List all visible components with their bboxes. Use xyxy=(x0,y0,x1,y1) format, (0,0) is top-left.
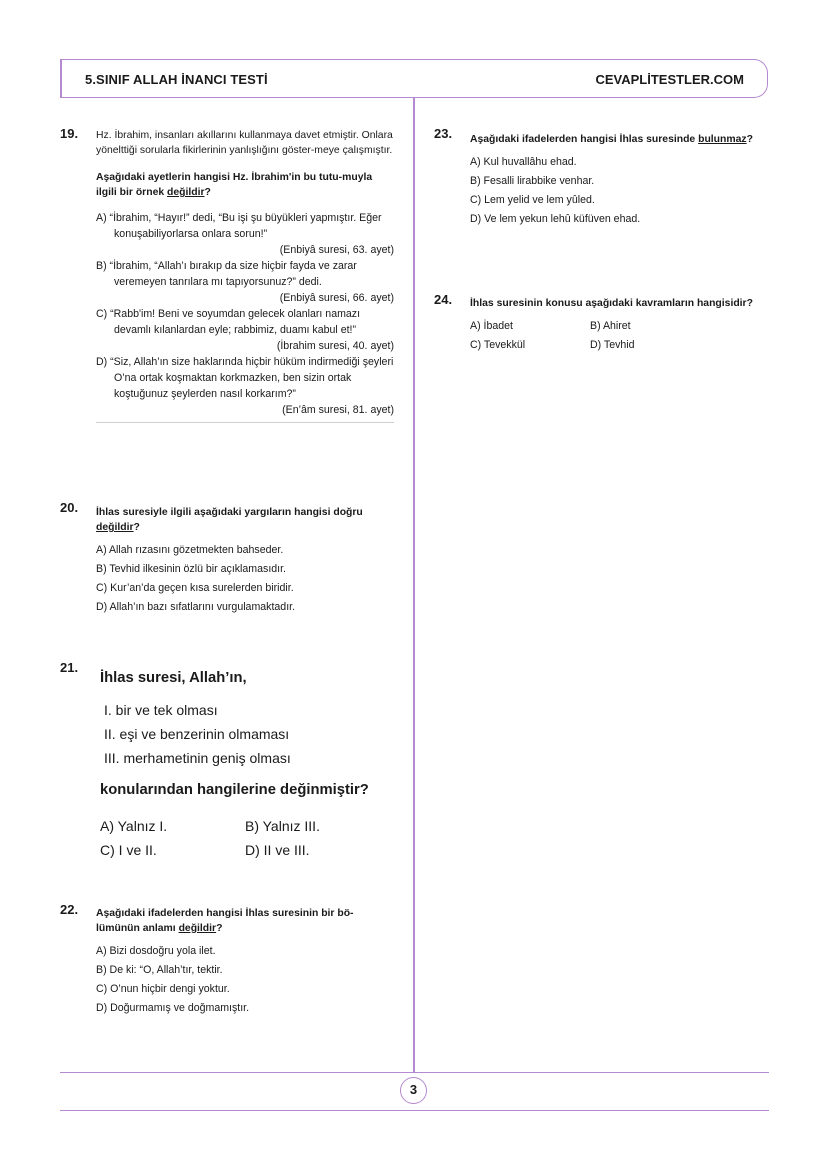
question-23-option-a[interactable]: A) Kul huvallâhu ehad. xyxy=(470,156,577,168)
page-number: 3 xyxy=(400,1077,427,1104)
question-20-stem: İhlas suresiyle ilgili aşağıdaki yargıların hangisi doğru değildir? xyxy=(96,507,363,533)
question-23 xyxy=(470,132,768,229)
question-22-number: 22. xyxy=(60,902,79,917)
question-20-option-c[interactable]: C) Kur’an’da geçen kısa surelerden biridir. xyxy=(96,582,294,594)
question-21-item-2: II. eşi ve benzerinin olmaması xyxy=(104,726,290,742)
question-22-option-b[interactable]: B) De ki: “O, Allah’tır, tektir. xyxy=(96,964,223,976)
question-24 xyxy=(470,296,770,355)
question-19-source-b: (Enbiyâ suresi, 66. ayet) xyxy=(279,292,394,304)
test-title: 5.SINIF ALLAH İNANCI TESTİ xyxy=(85,72,268,87)
question-22-stem: Aşağıdaki ifadelerden hangisi İhlas suresinin bir bö-lümünün anlamı değildir? xyxy=(96,908,354,934)
question-24-option-a[interactable]: A) İbadet xyxy=(470,320,513,332)
question-20-option-d[interactable]: D) Allah’ın bazı sıfatlarını vurgulamaktadır. xyxy=(96,601,296,613)
question-20-number: 20. xyxy=(60,500,79,515)
header-frame-left xyxy=(60,59,62,98)
question-20 xyxy=(96,505,396,617)
question-24-stem: İhlas suresinin konusu aşağıdaki kavramların hangisidir? xyxy=(470,298,753,309)
question-19-option-d[interactable]: D) “Siz, Allah’ın size haklarında hiçbir hüküm indirmediği şeyleri O’na ortak koşmaktan korkmazken, ben sizin ortak koştuğunuz şeylerden nasıl korkarım?” xyxy=(96,356,394,400)
question-23-option-c[interactable]: C) Lem yelid ve lem yûled. xyxy=(470,194,595,206)
question-19-source-c: (İbrahim suresi, 40. ayet) xyxy=(276,340,394,352)
question-23-stem: Aşağıdaki ifadelerden hangisi İhlas suresinde bulunmaz? xyxy=(470,134,753,145)
question-24-number: 24. xyxy=(434,292,453,307)
question-22-option-d[interactable]: D) Doğurmamış ve doğmamıştır. xyxy=(96,1002,250,1014)
question-19-option-c[interactable]: C) “Rabb'im! Beni ve soyumdan gelecek olanları namazı devamlı kılanlardan eyle; rabbimiz, duamı kabul et!” xyxy=(96,308,361,336)
question-19-separator xyxy=(96,422,394,423)
question-21-item-3: III. merhametinin geniş olması xyxy=(104,750,291,766)
question-19-source-d: (En’âm suresi, 81. ayet) xyxy=(282,404,394,416)
question-21-item-1: I. bir ve tek olması xyxy=(104,702,218,718)
column-divider xyxy=(413,98,415,1072)
question-21-option-c[interactable]: C) I ve II. xyxy=(100,842,157,858)
question-19-option-b[interactable]: B) “İbrahim, “Allah’ı bırakıp da size hiçbir fayda ve zarar veremeyen tanrılara mı tapıyorsunuz?” dedi. xyxy=(96,260,357,288)
question-24-option-b[interactable]: B) Ahiret xyxy=(590,320,631,332)
question-19-source-a: (Enbiyâ suresi, 63. ayet) xyxy=(279,244,394,256)
question-21 xyxy=(100,666,390,862)
question-20-option-b[interactable]: B) Tevhid ilkesinin özlü bir açıklamasıdır. xyxy=(96,563,286,575)
question-21-option-b[interactable]: B) Yalnız III. xyxy=(245,818,320,834)
question-22-option-c[interactable]: C) O’nun hiçbir dengi yoktur. xyxy=(96,983,230,995)
question-21-option-a[interactable]: A) Yalnız I. xyxy=(100,818,168,834)
question-19 xyxy=(96,128,394,423)
question-23-number: 23. xyxy=(434,126,453,141)
question-24-option-d[interactable]: D) Tevhid xyxy=(590,339,635,351)
question-20-option-a[interactable]: A) Allah rızasını gözetmekten bahseder. xyxy=(96,544,284,556)
footer-line-top xyxy=(60,1072,769,1073)
question-21-stem: İhlas suresi, Allah’ın, xyxy=(100,670,247,686)
question-21-option-d[interactable]: D) II ve III. xyxy=(245,842,310,858)
question-19-option-a[interactable]: A) “İbrahim, “Hayır!” dedi, “Bu işi şu büyükleri yapmıştır. Eğer konuşabiliyorlarsa onlara sorun!” xyxy=(96,212,382,240)
question-19-intro: Hz. İbrahim, insanları akıllarını kullanmaya davet etmiştir. Onlara yönelttiği sorularla fikirlerinin yanlışlığını göster-meye çalışmıştır. xyxy=(96,130,393,156)
question-19-number: 19. xyxy=(60,126,79,141)
question-21-question: konularından hangilerine değinmiştir? xyxy=(100,782,369,798)
question-21-number: 21. xyxy=(60,660,79,675)
question-23-option-d[interactable]: D) Ve lem yekun lehû küfüven ehad. xyxy=(470,213,641,225)
footer-line-bottom xyxy=(60,1110,769,1111)
question-22 xyxy=(96,906,394,1018)
question-23-option-b[interactable]: B) Fesalli lirabbike venhar. xyxy=(470,175,595,187)
site-name: CEVAPLİTESTLER.COM xyxy=(595,72,744,87)
question-24-option-c[interactable]: C) Tevekkül xyxy=(470,339,526,351)
question-22-option-a[interactable]: A) Bizi dosdoğru yola ilet. xyxy=(96,945,216,957)
question-19-stem: Aşağıdaki ayetlerin hangisi Hz. İbrahim'in bu tutu-muyla ilgili bir örnek değildir? xyxy=(96,172,373,198)
